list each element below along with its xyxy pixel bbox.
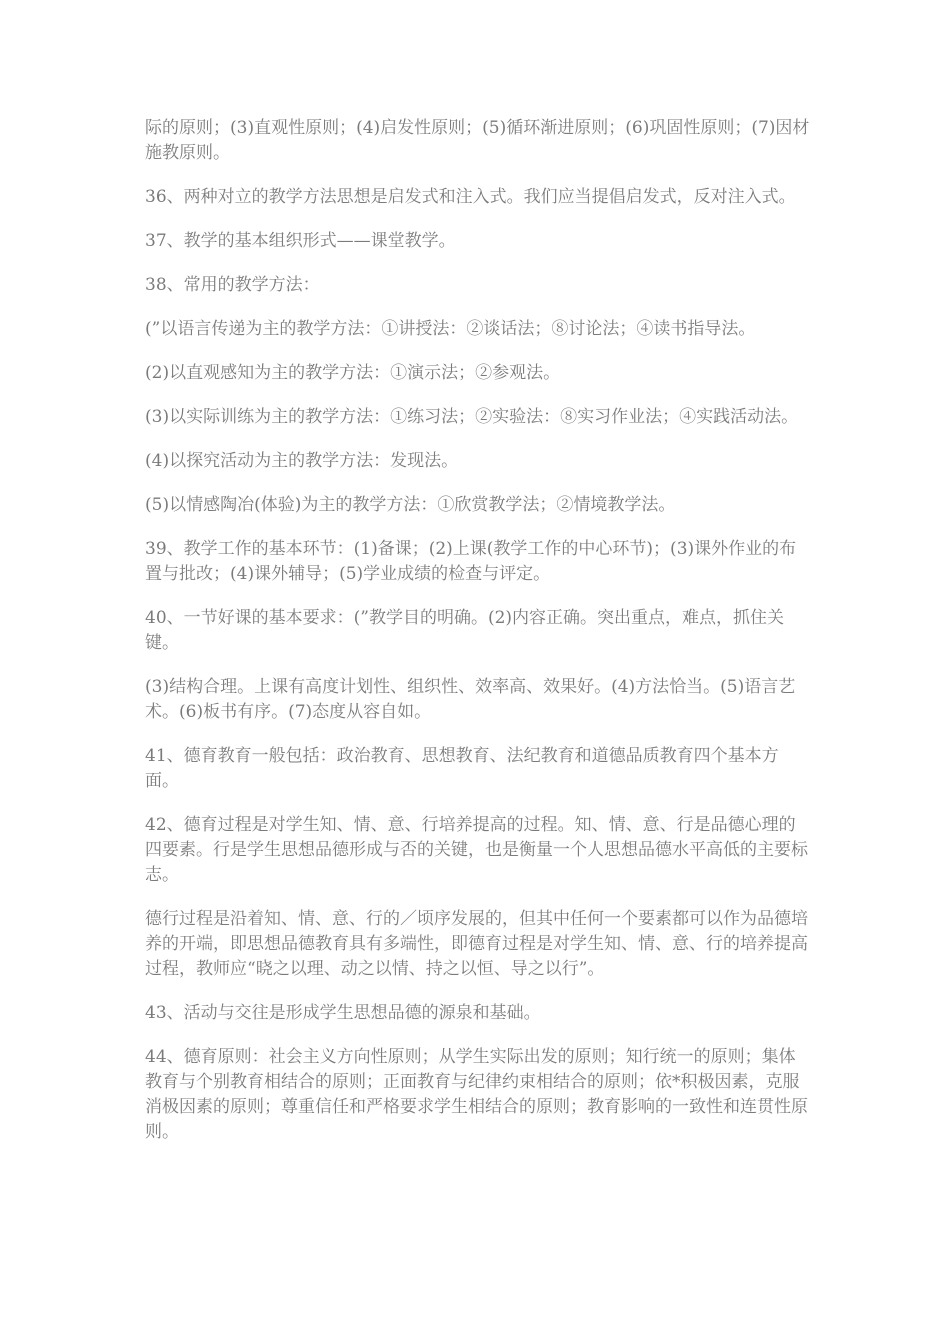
paragraph-43: 43、活动与交往是形成学生思想品德的源泉和基础。 [145, 1003, 541, 1023]
paragraph-principles-cont: 际的原则；(3)直观性原则；(4)启发性原则；(5)循环渐进原则；(6)巩固性原则；(7)因材施教原则。 [145, 118, 810, 163]
paragraph-40-cont: (3)结构合理。上课有高度计划性、组织性、效率高、效果好。(4)方法恰当。(5)语言艺术。(6)板书有序。(7)态度从容自如。 [145, 677, 796, 722]
paragraph-42-cont: 德行过程是沿着知、情、意、行的／顷序发展的，但其中任何一个要素都可以作为品德培养的开端，即思想品德教育具有多端性，即德育过程是对学生知、情、意、行的培养提高过程，教师应“晓之以理、动之以情、持之以恒、导之以行”。 [145, 909, 808, 979]
paragraph-38-3: (3)以实际训练为主的教学方法：①练习法；②实验法：⑧实习作业法；④实践活动法。 [145, 407, 799, 427]
paragraph-38-2: (2)以直观感知为主的教学方法：①演示法；②参观法。 [145, 363, 561, 383]
paragraph-37: 37、教学的基本组织形式——课堂教学。 [145, 231, 456, 251]
paragraph-38-5: (5)以情感陶冶(体验)为主的教学方法：①欣赏教学法；②情境教学法。 [145, 495, 676, 515]
paragraph-39: 39、教学工作的基本环节：(1)备课；(2)上课(教学工作的中心环节)；(3)课外作业的布置与批改；(4)课外辅导；(5)学业成绩的检查与评定。 [145, 539, 797, 584]
paragraph-38: 38、常用的教学方法： [145, 275, 320, 295]
paragraph-38-1: (”以语言传递为主的教学方法：①讲授法：②谈话法；⑧讨论法；④读书指导法。 [145, 319, 756, 339]
paragraph-41: 41、德育教育一般包括：政治教育、思想教育、法纪教育和道德品质教育四个基本方面。 [145, 746, 779, 791]
paragraph-36: 36、两种对立的教学方法思想是启发式和注入式。我们应当提倡启发式，反对注入式。 [145, 187, 796, 207]
document-body [145, 116, 810, 1164]
paragraph-42: 42、德育过程是对学生知、情、意、行培养提高的过程。知、情、意、行是品德心理的四要素。行是学生思想品德形成与否的关键，也是衡量一个人思想品德水平高低的主要标志。 [145, 815, 808, 885]
paragraph-40: 40、一节好课的基本要求：(”教学目的明确。(2)内容正确。突出重点，难点，抓住关键。 [145, 608, 785, 653]
paragraph-38-4: (4)以探究活动为主的教学方法：发现法。 [145, 451, 459, 471]
paragraph-44: 44、德育原则：社会主义方向性原则；从学生实际出发的原则；知行统一的原则；集体教育与个别教育相结合的原则；正面教育与纪律约束相结合的原则；依*积极因素，克服消极因素的原则；尊重信任和严格要求学生相结合的原则；教育影响的一致性和连贯性原则。 [145, 1047, 808, 1142]
